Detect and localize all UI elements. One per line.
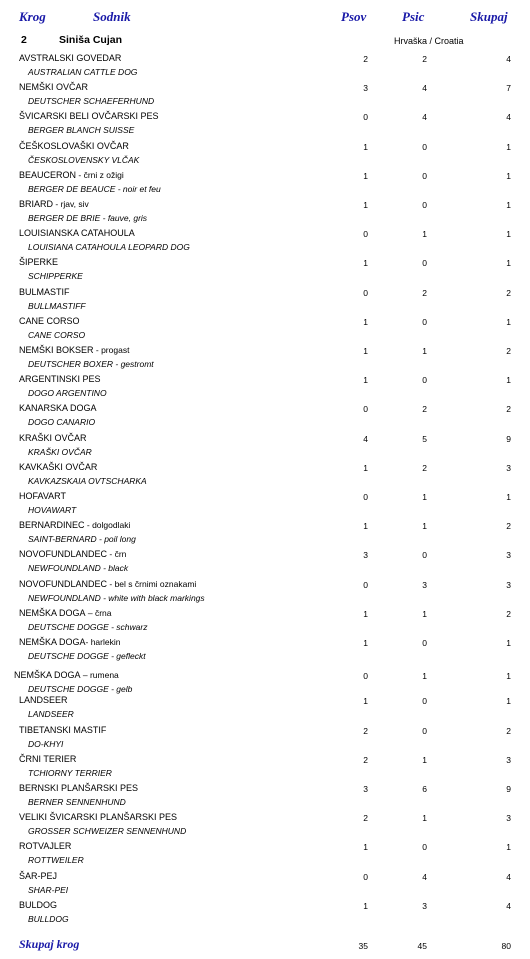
breed-name-fci: KRAŠKI OVČAR <box>28 447 92 457</box>
breed-name-local <box>19 900 57 910</box>
breed-name-local <box>19 871 57 881</box>
breed-name-fci: KAVKAZSKAIA OVTSCHARKA <box>28 476 147 486</box>
table-row <box>0 608 530 637</box>
breed-name: KAVKAŠKI OVČAR <box>19 462 98 472</box>
footer-total-label: Skupaj krog <box>19 937 80 951</box>
breed-name-fci: DOGO CANARIO <box>28 417 96 427</box>
breed-name: BERNSKI PLANŠARSKI PES <box>19 783 139 793</box>
breed-name-fci: BULLDOG <box>28 914 69 924</box>
breed-name-local <box>19 141 129 151</box>
breed-name-fci: LOUISIANA CATAHOULA LEOPARD DOG <box>28 242 190 252</box>
breed-name-local <box>19 228 135 238</box>
breed-name: ŠVICARSKI BELI OVČARSKI PES <box>19 111 159 121</box>
breed-name: KANARSKA DOGA <box>19 403 97 413</box>
count-psov: 1 <box>363 521 368 531</box>
breed-name: BEAUCERON <box>19 170 77 180</box>
count-skupaj: 1 <box>506 842 511 852</box>
breed-name: ROTVAJLER <box>19 841 72 851</box>
count-psic: 0 <box>422 696 427 706</box>
count-psic: 0 <box>422 142 427 152</box>
breed-name-fci: BERGER DE BEAUCE - noir et feu <box>28 184 161 194</box>
count-psic: 1 <box>422 755 427 765</box>
breed-name-fci: LANDSEER <box>28 709 74 719</box>
breed-name-local <box>19 374 101 384</box>
count-psic: 2 <box>422 404 427 414</box>
breed-name-fci: SCHIPPERKE <box>28 271 83 281</box>
breed-name-local <box>19 695 68 705</box>
breed-name-local <box>19 520 130 530</box>
breed-name-local <box>19 345 129 355</box>
breed-name-fci: SHAR-PEI <box>28 885 69 895</box>
count-psov: 2 <box>363 813 368 823</box>
count-psov: 3 <box>363 83 368 93</box>
count-psic: 1 <box>422 229 427 239</box>
breed-name-fci: ROTTWEILER <box>28 855 84 865</box>
count-psic: 3 <box>422 580 427 590</box>
count-skupaj: 3 <box>506 755 511 765</box>
count-skupaj: 2 <box>506 726 511 736</box>
breed-name-local <box>19 549 126 559</box>
count-psic: 1 <box>422 671 427 681</box>
count-skupaj: 1 <box>506 200 511 210</box>
ring-number: 2 <box>21 34 27 46</box>
count-psic: 1 <box>422 521 427 531</box>
count-psov: 2 <box>363 755 368 765</box>
count-psic: 1 <box>422 346 427 356</box>
breed-name-local <box>19 725 106 735</box>
breed-name-fci: DO-KHYI <box>28 739 64 749</box>
count-skupaj: 1 <box>506 638 511 648</box>
breed-name-fci: CANE CORSO <box>28 330 86 340</box>
breed-name-local <box>19 579 196 589</box>
breed-name-fci: DEUTSCHER SCHAEFERHUND <box>28 96 155 106</box>
count-psov: 1 <box>363 842 368 852</box>
count-psov: 0 <box>363 492 368 502</box>
count-psic: 3 <box>422 901 427 911</box>
breed-name-local <box>19 199 89 209</box>
breed-name: TIBETANSKI MASTIF <box>19 725 107 735</box>
breed-name: ŠAR-PEJ <box>19 871 58 881</box>
breed-name: AVSTRALSKI GOVEDAR <box>19 53 122 63</box>
breed-name-local <box>19 637 120 647</box>
breed-name-local <box>19 491 66 501</box>
count-psov: 2 <box>363 726 368 736</box>
column-header-skupaj: Skupaj <box>470 9 508 24</box>
breed-name-local <box>19 170 124 180</box>
breed-name-fci: HOVAWART <box>28 505 77 515</box>
breed-name: ŠIPERKE <box>19 257 59 267</box>
count-psic: 0 <box>422 317 427 327</box>
count-skupaj: 1 <box>506 492 511 502</box>
count-psov: 0 <box>363 112 368 122</box>
count-psov: 4 <box>363 434 368 444</box>
breed-variety: - bel s črnimi oznakami <box>107 579 197 589</box>
breed-name-local <box>19 111 159 121</box>
count-psic: 0 <box>422 375 427 385</box>
count-psov: 0 <box>363 671 368 681</box>
breed-name: BRIARD <box>19 199 54 209</box>
breed-name: KRAŠKI OVČAR <box>19 433 87 443</box>
count-skupaj: 9 <box>506 434 511 444</box>
breed-name-local <box>19 841 71 851</box>
breed-name: ARGENTINSKI PES <box>19 374 101 384</box>
breed-name: BULMASTIF <box>19 287 70 297</box>
breed-name-local <box>19 433 87 443</box>
column-header-sodnik: Sodnik <box>93 9 131 24</box>
count-psic: 0 <box>422 171 427 181</box>
breed-name: LANDSEER <box>19 695 68 705</box>
table-row <box>0 316 530 345</box>
count-psov: 1 <box>363 317 368 327</box>
table-row <box>0 579 530 608</box>
breed-name-fci: DEUTSCHE DOGGE - schwarz <box>28 622 148 632</box>
table-row <box>0 82 530 111</box>
breed-variety: - rjav, siv <box>53 199 89 209</box>
count-psov: 0 <box>363 288 368 298</box>
count-skupaj: 2 <box>506 346 511 356</box>
breed-name-fci: ČESKOSLOVENSKY VLČAK <box>28 155 140 165</box>
breed-name: BERNARDINEC <box>19 520 85 530</box>
breed-name-fci: DEUTSCHE DOGGE - gefleckt <box>28 651 146 661</box>
count-psic: 4 <box>422 112 427 122</box>
table-row <box>0 287 530 316</box>
table-row <box>0 725 530 754</box>
table-row <box>0 549 530 578</box>
column-header-krog: Krog <box>19 9 46 24</box>
breed-name-local <box>19 82 88 92</box>
count-skupaj: 1 <box>506 671 511 681</box>
count-psic: 2 <box>422 463 427 473</box>
breed-name: NEMŠKA DOGA <box>14 670 81 680</box>
table-row <box>0 812 530 841</box>
breed-name-local <box>19 257 58 267</box>
breed-name-fci: DEUTSCHE DOGGE - gelb <box>28 684 133 694</box>
count-psic: 0 <box>422 550 427 560</box>
breed-variety: – rumena <box>80 670 119 680</box>
count-skupaj: 2 <box>506 609 511 619</box>
count-psic: 2 <box>422 288 427 298</box>
breed-name: HOFAVART <box>19 491 67 501</box>
count-psic: 1 <box>422 813 427 823</box>
breed-name-fci: BULLMASTIFF <box>28 301 86 311</box>
count-psov: 3 <box>363 550 368 560</box>
breed-name: NEMŠKI BOKSER <box>19 345 94 355</box>
judge-country: Hrvaška / Croatia <box>394 36 464 46</box>
count-skupaj: 1 <box>506 317 511 327</box>
breed-name: NEMŠKA DOGA <box>19 608 86 618</box>
count-psov: 1 <box>363 901 368 911</box>
count-psic: 0 <box>422 638 427 648</box>
count-psov: 1 <box>363 142 368 152</box>
table-row <box>0 141 530 170</box>
count-psic: 4 <box>422 872 427 882</box>
count-skupaj: 1 <box>506 375 511 385</box>
table-row <box>0 637 530 666</box>
table-row <box>0 462 530 491</box>
breed-name-local <box>14 670 119 680</box>
count-skupaj: 2 <box>506 521 511 531</box>
breed-name-fci: DEUTSCHER BOXER - gestromt <box>28 359 154 369</box>
count-psic: 6 <box>422 784 427 794</box>
breed-variety: - dolgodlaki <box>84 520 131 530</box>
count-psov: 1 <box>363 200 368 210</box>
breed-variety: - progast <box>93 345 130 355</box>
table-row <box>0 520 530 549</box>
table-row <box>0 433 530 462</box>
breed-name-local <box>19 608 112 618</box>
judge-name: Siniša Cujan <box>59 34 123 46</box>
table-row <box>0 783 530 812</box>
table-row <box>0 111 530 140</box>
column-header-psov: Psov <box>341 9 367 24</box>
breed-name-local <box>19 812 177 822</box>
count-skupaj: 1 <box>506 229 511 239</box>
breed-name: NOVOFUNDLANDEC <box>19 549 108 559</box>
count-skupaj: 4 <box>506 112 511 122</box>
count-skupaj: 4 <box>506 901 511 911</box>
breed-name: LOUISIANSKA CATAHOULA <box>19 228 135 238</box>
breed-name: ČEŠKOSLOVAŠKI OVČAR <box>19 141 129 151</box>
count-psic: 0 <box>422 842 427 852</box>
breed-name-local <box>19 783 138 793</box>
count-psic: 0 <box>422 258 427 268</box>
breed-name: CANE CORSO <box>19 316 80 326</box>
table-row <box>0 345 530 374</box>
breed-name-fci: BERGER DE BRIE - fauve, gris <box>28 213 148 223</box>
footer-total-psov: 35 <box>358 941 368 951</box>
count-skupaj: 1 <box>506 258 511 268</box>
count-skupaj: 3 <box>506 813 511 823</box>
table-row <box>0 199 530 228</box>
table-row <box>0 53 530 82</box>
count-skupaj: 1 <box>506 142 511 152</box>
breed-name-fci: TCHIORNY TERRIER <box>28 768 112 778</box>
count-skupaj: 3 <box>506 463 511 473</box>
count-psov: 0 <box>363 872 368 882</box>
breed-variety: - črn <box>107 549 127 559</box>
breed-name: NEMŠKI OVČAR <box>19 82 89 92</box>
breed-name-local <box>19 462 97 472</box>
breed-name-local <box>19 403 97 413</box>
table-row <box>0 170 530 199</box>
table-row <box>0 754 530 783</box>
table-row <box>0 374 530 403</box>
count-psov: 1 <box>363 375 368 385</box>
table-row <box>0 257 530 286</box>
count-psov: 1 <box>363 609 368 619</box>
breed-name-local <box>19 53 121 63</box>
count-skupaj: 1 <box>506 171 511 181</box>
breed-name-local <box>19 316 80 326</box>
count-skupaj: 3 <box>506 580 511 590</box>
table-row <box>0 900 530 929</box>
table-row <box>0 403 530 432</box>
count-skupaj: 9 <box>506 784 511 794</box>
count-psov: 1 <box>363 696 368 706</box>
count-psov: 0 <box>363 229 368 239</box>
count-skupaj: 1 <box>506 696 511 706</box>
breed-name-fci: SAINT-BERNARD - poil long <box>28 534 136 544</box>
table-row <box>0 841 530 870</box>
count-psic: 0 <box>422 726 427 736</box>
count-psov: 1 <box>363 258 368 268</box>
breed-name-fci: AUSTRALIAN CATTLE DOG <box>28 67 138 77</box>
count-psic: 1 <box>422 492 427 502</box>
count-psic: 5 <box>422 434 427 444</box>
breed-name-fci: NEWFOUNDLAND - black <box>28 563 129 573</box>
breed-name-local <box>19 754 76 764</box>
breed-name-fci: NEWFOUNDLAND - white with black markings <box>28 593 205 603</box>
table-row <box>0 228 530 257</box>
count-psov: 3 <box>363 784 368 794</box>
footer-total-psic: 45 <box>417 941 427 951</box>
breed-name: BULDOG <box>19 900 58 910</box>
breed-variety: - črni z ožigi <box>76 170 124 180</box>
footer-total-skupaj: 80 <box>501 941 511 951</box>
breed-name-fci: BERGER BLANCH SUISSE <box>28 125 135 135</box>
breed-name: VELIKI ŠVICARSKI PLANŠARSKI PES <box>19 812 178 822</box>
breed-name: NOVOFUNDLANDEC <box>19 579 108 589</box>
count-psic: 4 <box>422 83 427 93</box>
count-skupaj: 4 <box>506 872 511 882</box>
count-skupaj: 2 <box>506 288 511 298</box>
count-psov: 1 <box>363 171 368 181</box>
column-header-psic: Psic <box>402 9 425 24</box>
count-psic: 1 <box>422 609 427 619</box>
breed-name-fci: BERNER SENNENHUND <box>28 797 126 807</box>
count-psov: 1 <box>363 638 368 648</box>
count-skupaj: 3 <box>506 550 511 560</box>
count-psov: 0 <box>363 404 368 414</box>
breed-name-fci: GROSSER SCHWEIZER SENNENHUND <box>28 826 187 836</box>
count-psic: 2 <box>422 54 427 64</box>
count-psov: 0 <box>363 580 368 590</box>
breed-variety: – črna <box>85 608 112 618</box>
count-skupaj: 2 <box>506 404 511 414</box>
count-skupaj: 4 <box>506 54 511 64</box>
breed-name: NEMŠKA DOGA <box>19 637 86 647</box>
breed-name: ČRNI TERIER <box>19 754 77 764</box>
breed-variety: - harlekin <box>85 637 121 647</box>
table-row <box>0 695 530 724</box>
table-row <box>0 491 530 520</box>
count-psov: 1 <box>363 346 368 356</box>
table-row <box>0 871 530 900</box>
breed-name-fci: DOGO ARGENTINO <box>28 388 107 398</box>
count-psic: 0 <box>422 200 427 210</box>
count-skupaj: 7 <box>506 83 511 93</box>
count-psov: 2 <box>363 54 368 64</box>
count-psov: 1 <box>363 463 368 473</box>
breed-name-local <box>19 287 70 297</box>
